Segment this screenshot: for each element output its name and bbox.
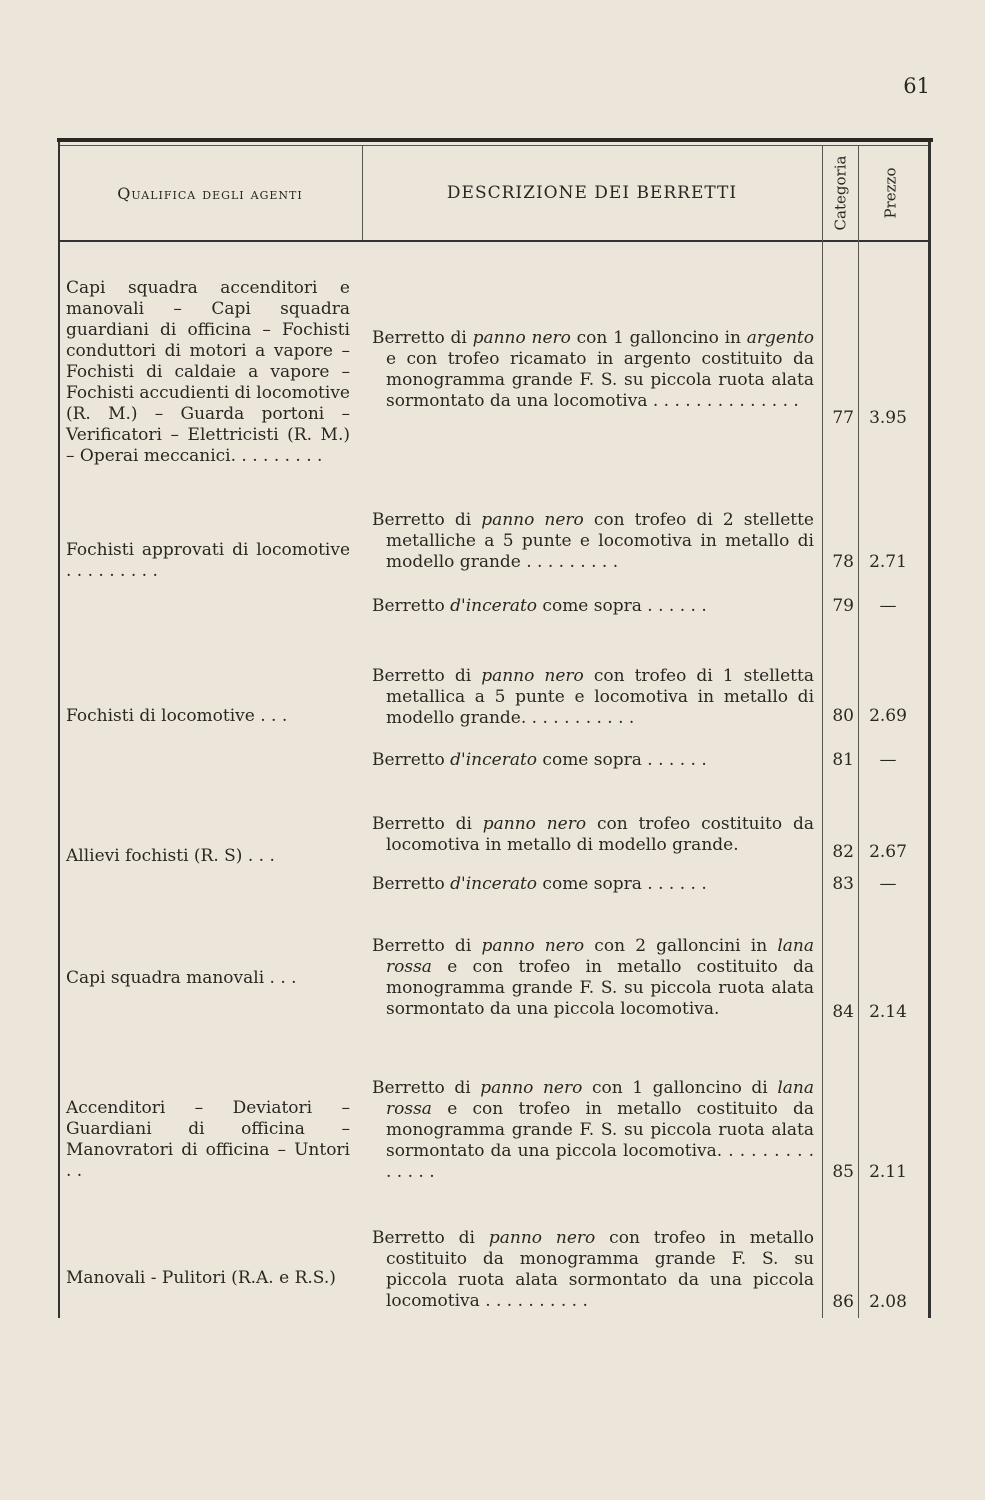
desc-italic: panno nero xyxy=(480,1078,583,1098)
prezzo-value: 2.14 xyxy=(869,1002,907,1022)
description-text xyxy=(372,750,814,771)
desc-pre: Berretto xyxy=(372,874,451,894)
desc-italic-2: argento xyxy=(746,328,814,348)
desc-pre: Berretto di xyxy=(372,814,483,834)
categoria-value: 78 xyxy=(832,552,854,572)
categoria-value: 81 xyxy=(832,750,854,770)
description-item xyxy=(372,510,814,573)
description-item xyxy=(372,750,814,771)
desc-post: con 1 galloncino in xyxy=(570,328,747,348)
description-item xyxy=(372,1078,814,1183)
desc-post: con trofeo di 2 stellette metalliche a 5 punte e locomotiva in metallo di modello grande . . . . . . . . . xyxy=(386,510,814,572)
prezzo-value: 3.95 xyxy=(869,408,907,428)
desc-post: come sopra . . . . . . xyxy=(537,596,707,616)
qualifica-text: Accenditori – Deviatori – Guardiani di officina – Manovratori di officina – Untori . . xyxy=(66,1098,350,1181)
description-item xyxy=(372,936,814,1020)
header-bottom-rule xyxy=(60,240,928,242)
qualifica-text: Fochisti di locomotive . . . xyxy=(66,706,288,726)
desc-pre: Berretto xyxy=(372,596,451,616)
header-qualifica: Qualifica degli agenti xyxy=(117,183,303,203)
desc-post-2: e con trofeo in metallo costituito da monogramma grande F. S. su piccola ruota alata sormontato da una piccola locomotiva. xyxy=(386,957,814,1019)
description-text xyxy=(372,510,814,573)
desc-italic: panno nero xyxy=(488,1228,596,1248)
page-number: 61 xyxy=(903,74,930,98)
prezzo-value: — xyxy=(879,596,897,616)
description-item xyxy=(372,1228,814,1312)
prezzo-value: 2.69 xyxy=(869,706,907,726)
desc-post: con 1 galloncino di xyxy=(582,1078,778,1098)
description-text xyxy=(372,814,814,856)
prezzo-value: 2.11 xyxy=(869,1162,907,1182)
desc-pre: Berretto di xyxy=(372,328,473,348)
desc-italic: d'incerato xyxy=(450,874,538,894)
desc-pre: Berretto di xyxy=(372,510,482,530)
table-top-rule xyxy=(57,138,933,142)
header-prezzo-label: Prezzo xyxy=(880,167,899,219)
qualifica-text: Capi squadra manovali . . . xyxy=(66,968,297,988)
categoria-value: 86 xyxy=(832,1292,854,1312)
categoria-value: 77 xyxy=(832,408,854,428)
categoria-value: 85 xyxy=(832,1162,854,1182)
desc-italic: panno nero xyxy=(481,666,584,686)
desc-post: con trofeo in metallo costituito da monogramma grande F. S. su piccola ruota alata sormontato da una piccola locomotiva . . . . . . . . . . xyxy=(386,1228,814,1311)
categoria-value: 84 xyxy=(832,1002,854,1022)
header-categoria-label: Categoria xyxy=(831,155,849,231)
desc-pre: Berretto di xyxy=(372,1228,489,1248)
desc-post-2: e con trofeo in metallo costituito da monogramma grande F. S. su piccola ruota alata sormontato da una piccola locomotiva. . . . . . . . . . . . . . xyxy=(386,1099,814,1182)
desc-italic: d'incerato xyxy=(450,750,538,770)
desc-post: come sopra . . . . . . xyxy=(537,750,707,770)
desc-italic: panno nero xyxy=(481,936,585,956)
column-divider-categoria xyxy=(822,146,823,1318)
desc-post: come sopra . . . . . . xyxy=(537,874,707,894)
desc-pre: Berretto xyxy=(372,750,451,770)
description-text xyxy=(372,874,814,895)
prezzo-value: — xyxy=(879,750,897,770)
desc-post: con trofeo di 1 stelletta metallica a 5 punte e locomotiva in metallo di modello grande. . . . . . . . . . . xyxy=(386,666,814,728)
prezzo-value: — xyxy=(879,874,897,894)
header-descrizione: DESCRIZIONE DEI BERRETTI xyxy=(446,183,738,203)
desc-italic: panno nero xyxy=(482,814,587,834)
prezzo-value: 2.71 xyxy=(869,552,907,572)
desc-italic-2: lana rossa xyxy=(386,936,814,977)
uniform-caps-table xyxy=(58,138,931,1318)
qualifica-text: Capi squadra accenditori e manovali – Capi squadra guardiani di officina – Fochisti conduttori di motori a vapore – Fochisti di caldaie a vapore – Fochisti accudienti di locomotive (R. M.) – Guarda portoni – Verificatori – Elettricisti (R. M.) – Operai meccanici. . . . . . . . . xyxy=(66,278,350,466)
prezzo-value: 2.08 xyxy=(869,1292,907,1312)
categoria-value: 82 xyxy=(832,842,854,862)
desc-pre: Berretto di xyxy=(372,936,482,956)
categoria-value: 83 xyxy=(832,874,854,894)
desc-italic-2: lana rossa xyxy=(386,1078,814,1119)
header-categoria xyxy=(824,146,856,240)
prezzo-value: 2.67 xyxy=(869,842,907,862)
desc-italic: panno nero xyxy=(481,510,584,530)
description-item xyxy=(372,814,814,856)
categoria-value: 80 xyxy=(832,706,854,726)
description-item xyxy=(372,874,814,895)
description-item xyxy=(372,328,814,412)
description-text xyxy=(372,936,814,1020)
qualifica-text: Fochisti approvati di locomotive . . . . . . . . . xyxy=(66,540,350,581)
desc-pre: Berretto di xyxy=(372,666,482,686)
desc-italic: panno nero xyxy=(472,328,571,348)
desc-post-2: e con trofeo ricamato in argento costituito da monogramma grande F. S. su piccola ruota alata sormontato da una locomotiva . . . . . . . . . . . . . . xyxy=(386,349,814,411)
desc-italic: d'incerato xyxy=(450,596,538,616)
qualifica-text: Allievi fochisti (R. S) . . . xyxy=(66,846,275,866)
description-text xyxy=(372,666,814,729)
description-item xyxy=(372,596,814,617)
desc-post: con trofeo costituito da locomotiva in metallo di modello grande. xyxy=(386,814,814,855)
description-text xyxy=(372,596,814,617)
description-text xyxy=(372,328,814,412)
description-item xyxy=(372,666,814,729)
header-prezzo xyxy=(860,146,920,240)
categoria-value: 79 xyxy=(832,596,854,616)
description-text xyxy=(372,1078,814,1183)
desc-pre: Berretto di xyxy=(372,1078,481,1098)
desc-post: con 2 galloncini in xyxy=(584,936,778,956)
description-text xyxy=(372,1228,814,1312)
qualifica-text: Manovali - Pulitori (R.A. e R.S.) xyxy=(66,1268,336,1288)
column-divider-prezzo xyxy=(858,146,859,1318)
